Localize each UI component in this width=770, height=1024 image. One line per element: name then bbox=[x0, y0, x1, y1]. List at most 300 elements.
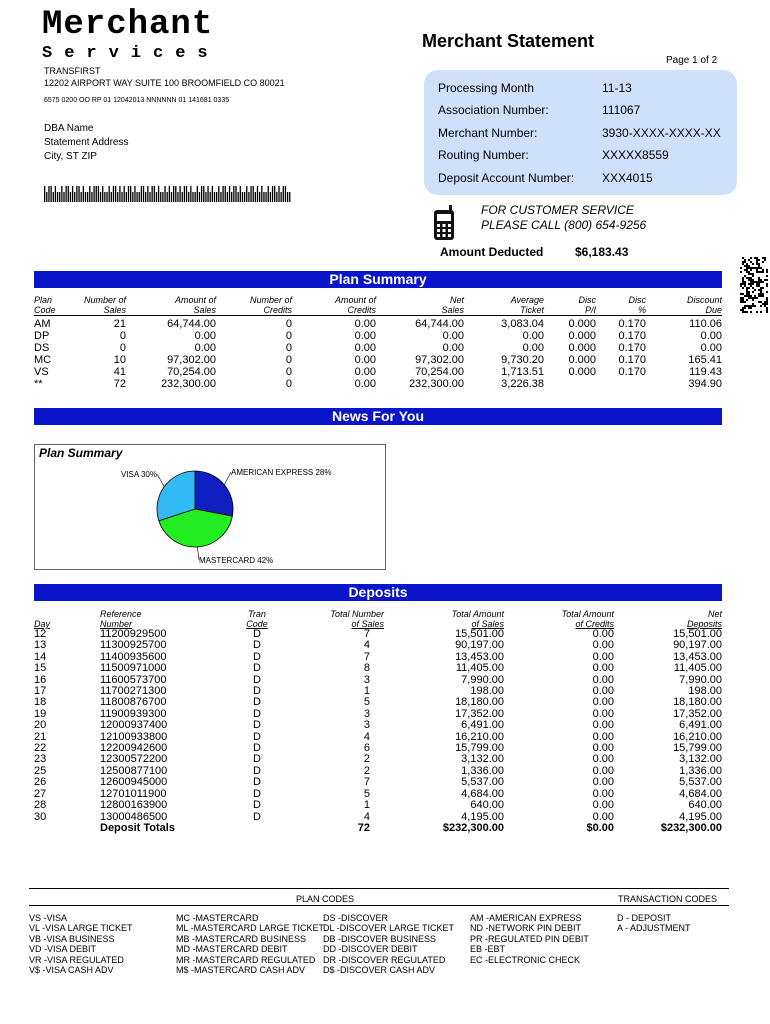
routing-number-label: Routing Number: bbox=[438, 148, 529, 162]
qr-module bbox=[748, 267, 750, 269]
qr-module bbox=[746, 293, 748, 295]
plan-cell: DS bbox=[34, 342, 50, 354]
qr-module bbox=[750, 269, 752, 271]
barcode-bar bbox=[96, 186, 97, 202]
qr-module bbox=[742, 299, 744, 301]
qr-module bbox=[762, 303, 764, 305]
deposits-table bbox=[34, 609, 722, 834]
pie-chart bbox=[35, 445, 385, 569]
plan-cell: 0 bbox=[285, 378, 292, 390]
deposit-cell: 21 bbox=[34, 730, 47, 743]
deposit-cell: 28 bbox=[34, 799, 47, 812]
qr-module bbox=[762, 257, 764, 259]
barcode-bar bbox=[89, 186, 90, 202]
qr-module bbox=[752, 297, 754, 299]
deposit-cell: 7 bbox=[363, 650, 370, 663]
deposit-cell: 17 bbox=[34, 685, 47, 698]
qr-module bbox=[746, 287, 748, 289]
deposit-cell: 5,537.00 bbox=[679, 776, 722, 789]
barcode-bar bbox=[128, 186, 129, 202]
plan-cell bbox=[596, 378, 646, 390]
qr-module bbox=[744, 259, 746, 261]
barcode-bar bbox=[261, 186, 262, 202]
qr-module bbox=[750, 257, 752, 259]
pie-slice-0 bbox=[195, 471, 233, 516]
barcode-bar bbox=[184, 186, 185, 202]
deposit-cell: 0.00 bbox=[592, 742, 614, 755]
deposit-cell: 22 bbox=[34, 742, 47, 755]
barcode-bar bbox=[272, 186, 273, 202]
qr-module bbox=[754, 281, 756, 283]
plan-cell: 9,730.20 bbox=[501, 354, 544, 366]
barcode-bar bbox=[188, 192, 189, 202]
qr-module bbox=[748, 283, 750, 285]
plan-col-header-line: Number of bbox=[249, 295, 292, 305]
barcode-bar bbox=[113, 186, 114, 202]
qr-module bbox=[766, 271, 768, 273]
plan-col-header-line: Disc bbox=[628, 295, 646, 305]
plan-cell: 0.00 bbox=[194, 342, 216, 354]
barcode-bar bbox=[143, 186, 144, 202]
deposit-cell: 5 bbox=[363, 787, 370, 800]
deposit-cell: 25 bbox=[34, 764, 47, 777]
plan-cell: 0.00 bbox=[700, 330, 722, 342]
qr-module bbox=[752, 273, 754, 275]
deposit-total-cell: $232,300.00 bbox=[442, 821, 504, 834]
plan-cell: 0.000 bbox=[568, 354, 596, 366]
qr-module bbox=[742, 297, 744, 299]
qr-module bbox=[744, 295, 746, 297]
deposit-cell: 13 bbox=[34, 639, 47, 652]
deposit-account-value: XXX4015 bbox=[602, 171, 653, 185]
qr-module bbox=[762, 281, 764, 283]
transaction-codes-title: TRANSACTION CODES bbox=[618, 894, 718, 904]
plan-cell: 0 bbox=[285, 342, 292, 354]
deposit-col-header bbox=[504, 609, 614, 629]
deposit-cell: 5 bbox=[363, 696, 370, 709]
plan-cell: 0 bbox=[285, 318, 292, 330]
barcode-bar bbox=[177, 192, 178, 202]
qr-module bbox=[746, 299, 748, 301]
plan-cell: 0 bbox=[285, 354, 292, 366]
deposit-cell: D bbox=[253, 742, 261, 755]
barcode-bar bbox=[46, 192, 47, 202]
processing-month-value: 11-13 bbox=[602, 81, 632, 95]
qr-module bbox=[748, 305, 750, 307]
qr-module bbox=[750, 281, 752, 283]
barcode-bar bbox=[78, 186, 79, 202]
qr-module bbox=[742, 309, 744, 311]
deposit-cell: 7,990.00 bbox=[679, 673, 722, 686]
deposit-cell: 16,210.00 bbox=[673, 730, 722, 743]
qr-module bbox=[764, 257, 766, 259]
qr-module bbox=[766, 275, 768, 277]
barcode-bar bbox=[164, 186, 165, 202]
plan-cell: MC bbox=[34, 354, 52, 366]
qr-module bbox=[746, 295, 748, 297]
plan-cell: 97,302.00 bbox=[167, 354, 216, 366]
company-address: 12202 AIRPORT WAY SUITE 100 BROOMFIELD CO 80021 bbox=[44, 78, 285, 88]
plan-cell: 0.00 bbox=[522, 330, 544, 342]
deposit-col-header-line: of Sales bbox=[351, 619, 384, 629]
deposit-cell: 1,336.00 bbox=[461, 764, 504, 777]
plan-col-header bbox=[376, 295, 464, 316]
deposit-col-header-line: Total Amount bbox=[451, 609, 504, 619]
plan-cell: 0 bbox=[119, 342, 126, 354]
qr-module bbox=[754, 289, 756, 291]
qr-module bbox=[756, 257, 758, 259]
association-number-label: Association Number: bbox=[438, 103, 549, 117]
deposit-cell: 0.00 bbox=[592, 628, 614, 640]
qr-module bbox=[750, 307, 752, 309]
barcode-bar bbox=[287, 192, 288, 202]
barcode-bar bbox=[169, 186, 170, 202]
barcode-bar bbox=[156, 192, 157, 202]
plan-col-header-line: Sales bbox=[103, 305, 126, 315]
deposit-cell: 0.00 bbox=[592, 696, 614, 709]
deposits-header-row bbox=[34, 609, 722, 629]
qr-module bbox=[758, 263, 760, 265]
deposit-cell: 30 bbox=[34, 810, 47, 823]
deposit-cell: 1 bbox=[363, 799, 370, 812]
deposit-cell: 13,453.00 bbox=[455, 650, 504, 663]
postal-barcode bbox=[44, 186, 292, 202]
deposit-cell: 0.00 bbox=[592, 764, 614, 777]
plan-header-row bbox=[34, 295, 722, 316]
qr-module bbox=[748, 277, 750, 279]
deposit-col-header bbox=[384, 609, 504, 629]
qr-module bbox=[752, 299, 754, 301]
deposit-col-header-line: Deposits bbox=[686, 619, 722, 629]
plan-cell: 0.000 bbox=[568, 342, 596, 354]
deposit-cell: D bbox=[253, 810, 261, 823]
deposit-cell: 11400935600 bbox=[100, 650, 167, 663]
deposit-row bbox=[34, 720, 722, 731]
qr-module bbox=[752, 279, 754, 281]
barcode-bar bbox=[281, 192, 282, 202]
deposit-row bbox=[34, 777, 722, 788]
news-band: News For You bbox=[34, 408, 722, 425]
barcode-bar bbox=[229, 186, 230, 202]
deposit-cell: 0.00 bbox=[592, 730, 614, 743]
qr-module bbox=[762, 293, 764, 295]
qr-module bbox=[752, 303, 754, 305]
deposit-cell: 19 bbox=[34, 707, 47, 720]
barcode-bar bbox=[210, 192, 211, 202]
deposit-account-label: Deposit Account Number: bbox=[438, 171, 575, 185]
deposit-cell: 4 bbox=[363, 639, 370, 652]
qr-module bbox=[740, 267, 742, 269]
barcode-bar bbox=[72, 186, 73, 202]
plan-cell: 72 bbox=[113, 378, 126, 390]
plan-cell: 64,744.00 bbox=[167, 318, 216, 330]
barcode-bar bbox=[81, 192, 82, 202]
barcode-bar bbox=[173, 186, 174, 202]
pie-leader-line bbox=[224, 472, 231, 485]
plan-col-header bbox=[34, 295, 68, 316]
barcode-bar bbox=[182, 192, 183, 202]
qr-module bbox=[740, 285, 742, 287]
qr-module bbox=[748, 273, 750, 275]
plan-cell: 0 bbox=[285, 330, 292, 342]
qr-module bbox=[744, 307, 746, 309]
deposit-cell: 27 bbox=[34, 787, 47, 800]
plan-cell: 0.170 bbox=[618, 366, 646, 378]
barcode-bar bbox=[87, 192, 88, 202]
qr-module bbox=[752, 305, 754, 307]
qr-module bbox=[766, 303, 768, 305]
qr-module bbox=[756, 267, 758, 269]
plan-col-header-line: P/I bbox=[584, 305, 596, 315]
deposit-cell: 13000486500 bbox=[100, 810, 168, 823]
qr-module bbox=[758, 281, 760, 283]
reference-line: 6575 0200 OO RP 01 12042013 NNNNNN 01 141681 0335 bbox=[44, 97, 230, 104]
plan-summary-band: Plan Summary bbox=[34, 271, 722, 288]
qr-module bbox=[742, 263, 744, 265]
qr-module bbox=[740, 297, 742, 299]
deposit-cell: 11800876700 bbox=[100, 696, 167, 709]
customer-service-phone: PLEASE CALL (800) 654-9256 bbox=[481, 218, 647, 232]
plan-cell: 0.00 bbox=[700, 342, 722, 354]
plan-cell: 394.90 bbox=[688, 378, 722, 390]
qr-module bbox=[742, 257, 744, 259]
barcode-bar bbox=[53, 192, 54, 202]
barcode-bar bbox=[207, 186, 208, 202]
customer-service bbox=[481, 203, 646, 233]
qr-module bbox=[746, 269, 748, 271]
plan-cell: 70,254.00 bbox=[167, 366, 216, 378]
chart-title: Plan Summary bbox=[39, 446, 123, 460]
deposit-col-header-line: Number bbox=[100, 619, 133, 629]
qr-module bbox=[744, 285, 746, 287]
qr-module bbox=[756, 259, 758, 261]
qr-module bbox=[756, 281, 758, 283]
deposit-cell: 1 bbox=[363, 685, 370, 698]
qr-module bbox=[758, 267, 760, 269]
barcode-bar bbox=[76, 186, 77, 202]
qr-module bbox=[758, 293, 760, 295]
plan-cell: 64,744.00 bbox=[415, 318, 464, 330]
deposit-cell: D bbox=[253, 799, 261, 812]
plan-col-header-line: Number of bbox=[83, 295, 126, 305]
qr-module bbox=[750, 295, 752, 297]
deposit-cell: 4,684.00 bbox=[461, 787, 504, 800]
deposit-cell: 16 bbox=[34, 673, 47, 686]
qr-module bbox=[758, 259, 760, 261]
barcode-bar bbox=[227, 192, 228, 202]
deposit-cell: 90,197.00 bbox=[455, 639, 504, 652]
deposit-cell: 12 bbox=[34, 628, 47, 640]
deposit-cell: D bbox=[253, 719, 261, 732]
deposit-cell: 11700271300 bbox=[100, 685, 167, 698]
qr-module bbox=[742, 283, 744, 285]
barcode-bar bbox=[109, 186, 110, 202]
deposit-cell: 11200929500 bbox=[100, 628, 167, 640]
barcode-bar bbox=[255, 192, 256, 202]
deposit-cell: D bbox=[253, 776, 261, 789]
deposit-col-header-line: Total Number bbox=[330, 609, 384, 619]
plan-col-header-line: Net bbox=[449, 295, 464, 305]
deposit-cell: 0.00 bbox=[592, 685, 614, 698]
barcode-bar bbox=[250, 186, 251, 202]
transaction-codes: D - DEPOSIT A - ADJUSTMENT bbox=[617, 913, 691, 934]
barcode-bar bbox=[253, 186, 254, 202]
deposit-cell: 6,491.00 bbox=[679, 719, 722, 732]
qr-module bbox=[756, 297, 758, 299]
deposit-cell: 0.00 bbox=[592, 810, 614, 823]
qr-module bbox=[764, 259, 766, 261]
logo-merchant: Merchant bbox=[42, 6, 214, 44]
barcode-bar bbox=[152, 186, 153, 202]
qr-module bbox=[760, 281, 762, 283]
deposit-cell: 0.00 bbox=[592, 639, 614, 652]
deposits-band: Deposits bbox=[34, 584, 722, 601]
barcode-bar bbox=[145, 192, 146, 202]
qr-module bbox=[758, 301, 760, 303]
deposit-cell: 8 bbox=[363, 662, 370, 675]
qr-module bbox=[748, 271, 750, 273]
deposit-totals-row bbox=[34, 823, 722, 834]
association-number-value: 111067 bbox=[602, 103, 641, 117]
deposit-col-header-line: Total Amount bbox=[561, 609, 614, 619]
deposit-cell: 4,195.00 bbox=[679, 810, 722, 823]
qr-module bbox=[750, 311, 752, 313]
qr-module bbox=[742, 281, 744, 283]
qr-module bbox=[760, 279, 762, 281]
deposit-cell: 4 bbox=[363, 730, 370, 743]
plan-col-header-line: Plan bbox=[34, 295, 53, 305]
qr-module bbox=[766, 309, 768, 311]
plan-col-header-line: Due bbox=[705, 305, 722, 315]
deposit-col-header-line: of Sales bbox=[471, 619, 504, 629]
plan-col-header bbox=[292, 295, 376, 316]
deposit-cell: 12100933800 bbox=[100, 730, 168, 743]
qr-module bbox=[746, 267, 748, 269]
plan-cell: 0.00 bbox=[442, 330, 464, 342]
plan-summary-table bbox=[34, 295, 722, 390]
page-number: Page 1 of 2 bbox=[666, 55, 718, 66]
deposit-cell: 640.00 bbox=[688, 799, 722, 812]
plan-cell: 0.00 bbox=[354, 318, 376, 330]
qr-module bbox=[742, 287, 744, 289]
barcode-bar bbox=[132, 192, 133, 202]
barcode-bar bbox=[117, 192, 118, 202]
plan-row bbox=[34, 342, 722, 354]
deposit-cell: 16,210.00 bbox=[455, 730, 504, 743]
deposit-cell: 0.00 bbox=[592, 662, 614, 675]
barcode-bar bbox=[201, 186, 202, 202]
statement-title: Merchant Statement bbox=[422, 31, 595, 51]
deposit-col-header bbox=[100, 609, 214, 629]
plan-col-header bbox=[596, 295, 646, 316]
plan-cell: 0.170 bbox=[618, 330, 646, 342]
qr-module bbox=[764, 303, 766, 305]
deposit-cell: 12800163900 bbox=[100, 799, 168, 812]
qr-module bbox=[752, 291, 754, 293]
plan-cell: 0.00 bbox=[442, 342, 464, 354]
deposit-cell: 13,453.00 bbox=[673, 650, 722, 663]
barcode-bar bbox=[222, 186, 223, 202]
codes-divider-2 bbox=[29, 905, 729, 906]
barcode-bar bbox=[126, 192, 127, 202]
plan-codes-mastercard: MC -MASTERCARD ML -MASTERCARD LARGE TICKET MB -MASTERCARD BUSINESS MD -MASTERCARD DEBIT MR -MASTERCARD REGULATED M$ -MASTERCARD CASH ADV bbox=[176, 913, 325, 976]
qr-module bbox=[756, 285, 758, 287]
codes-divider bbox=[29, 888, 729, 889]
qr-module bbox=[760, 305, 762, 307]
plan-cell: 0.00 bbox=[354, 378, 376, 390]
plan-cell bbox=[544, 378, 596, 390]
qr-module bbox=[756, 311, 758, 313]
plan-cell: 0.000 bbox=[568, 330, 596, 342]
barcode-bar bbox=[225, 186, 226, 202]
qr-module bbox=[758, 285, 760, 287]
qr-module bbox=[746, 277, 748, 279]
deposit-col-header bbox=[214, 609, 300, 629]
qr-module bbox=[762, 261, 764, 263]
qr-module bbox=[766, 283, 768, 285]
deposit-cell: 1,336.00 bbox=[679, 764, 722, 777]
qr-module bbox=[744, 261, 746, 263]
qr-module bbox=[764, 301, 766, 303]
plan-cell: ** bbox=[34, 378, 43, 390]
deposit-col-header bbox=[300, 609, 384, 629]
plan-cell: 119.43 bbox=[689, 366, 722, 378]
deposit-cell: 12000937400 bbox=[100, 719, 168, 732]
plan-row bbox=[34, 330, 722, 342]
barcode-bar bbox=[68, 186, 69, 202]
plan-cell: 0.170 bbox=[618, 354, 646, 366]
plan-col-header bbox=[126, 295, 216, 316]
deposit-cell: 0.00 bbox=[592, 799, 614, 812]
barcode-bar bbox=[199, 192, 200, 202]
qr-module bbox=[748, 293, 750, 295]
qr-module bbox=[756, 283, 758, 285]
deposit-col-header-line: Tran bbox=[248, 609, 266, 619]
deposit-cell: 7 bbox=[363, 628, 370, 640]
barcode-bar bbox=[85, 192, 86, 202]
deposit-cell: 17,352.00 bbox=[455, 707, 504, 720]
deposit-cell: 0.00 bbox=[592, 787, 614, 800]
barcode-bar bbox=[147, 186, 148, 202]
plan-row bbox=[34, 354, 722, 366]
qr-module bbox=[748, 297, 750, 299]
deposit-cell: 198.00 bbox=[470, 685, 504, 698]
plan-col-header-line: Average bbox=[510, 295, 544, 305]
plan-cell: 232,300.00 bbox=[160, 378, 216, 390]
barcode-bar bbox=[102, 186, 103, 202]
barcode-bar bbox=[124, 186, 125, 202]
deposit-cell: 6,491.00 bbox=[461, 719, 504, 732]
barcode-bar bbox=[61, 186, 62, 202]
deposit-cell: 3,132.00 bbox=[679, 753, 722, 766]
plan-col-header-line: % bbox=[637, 305, 646, 315]
plan-cell: 0.000 bbox=[568, 366, 596, 378]
qr-module bbox=[744, 311, 746, 313]
plan-col-header-line: Disc bbox=[578, 295, 596, 305]
deposit-cell: 0.00 bbox=[592, 707, 614, 720]
barcode-bar bbox=[74, 192, 75, 202]
amount-deducted-value: $6,183.43 bbox=[575, 245, 629, 259]
merchant-number-value: 3930-XXXX-XXXX-XX bbox=[602, 126, 721, 140]
barcode-bar bbox=[149, 192, 150, 202]
barcode-bar bbox=[265, 192, 266, 202]
plan-cell: 165.41 bbox=[688, 354, 722, 366]
deposit-cell: 7 bbox=[363, 776, 370, 789]
barcode-bar bbox=[91, 192, 92, 202]
deposit-cell: 0.00 bbox=[592, 673, 614, 686]
plan-cell: 232,300.00 bbox=[408, 378, 464, 390]
barcode-bar bbox=[244, 192, 245, 202]
